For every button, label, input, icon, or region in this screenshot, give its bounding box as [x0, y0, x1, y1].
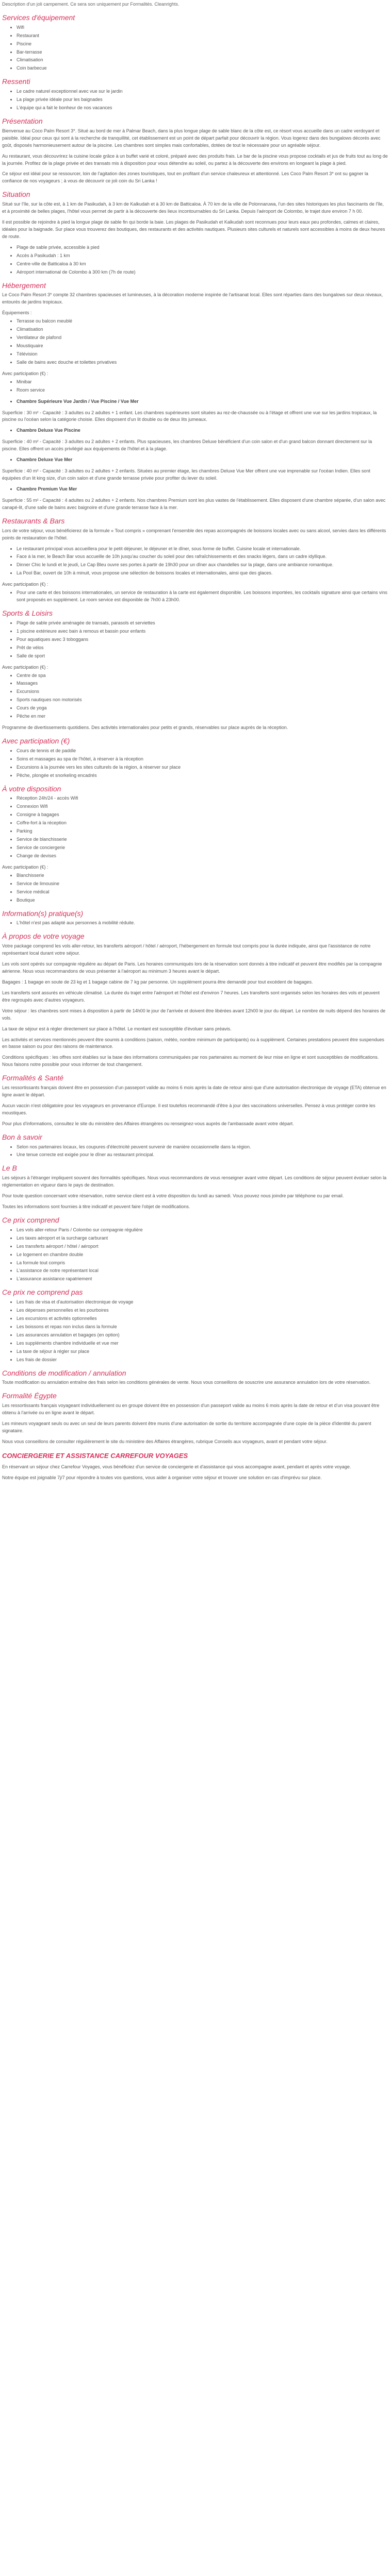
- list-item: • Aéroport international de Colombo à 300 km (7h de route): [17, 269, 389, 276]
- room-title-list: [2, 486, 389, 493]
- list-item: • Les vols aller-retour Paris / Colombo sur compagnie régulière: [17, 1227, 389, 1234]
- section-title: Avec participation (€): [2, 737, 70, 745]
- content: [2, 13, 389, 1446]
- list-item: • Les boissons et repas non inclus dans la formule: [17, 1324, 389, 1331]
- list-item: • Le restaurant principal vous accueillera pour le petit déjeuner, le déjeuner et le dîner, sous forme de buffet. Cuisine locale et internationale.: [17, 546, 389, 553]
- paragraph: Aucun vaccin n'est obligatoire pour les voyageurs en provenance d'Europe. Il est toutefois recommandé d'être à jour des vaccinations universelles. Pensez à vous protéger contre les moustiques.: [2, 1103, 376, 1115]
- footer-title: CONCIERGERIE ET ASSISTANCE CARREFOUR VOYAGES: [2, 1451, 188, 1460]
- paragraph: Les ressortissants français doivent être en possession d'un passeport valide au moins 6 mois après la date de retour ainsi que d'une autorisation électronique de voyage (ETA) obtenue en ligne avant le départ.: [2, 1085, 386, 1097]
- list-item: • Excursions: [17, 688, 389, 696]
- section-title: Conditions de modification / annulation: [2, 1368, 126, 1377]
- list-item: • Télévision: [17, 351, 389, 358]
- list-item: • Piscine: [17, 41, 389, 48]
- section-title: À propos de votre voyage: [2, 932, 85, 941]
- section-le-b: [2, 1164, 389, 1211]
- list-item: • Connexion Wifi: [17, 803, 389, 810]
- footer-body: [2, 1464, 389, 1482]
- paragraph: Les ressortissants français voyageant individuellement ou en groupe doivent être en possession d'un passeport valide au moins 6 mois après la date de retour et d'un visa pouvant être obtenu à l'arrivée ou en ligne avant le départ.: [2, 1403, 380, 1416]
- list-item: • L'hôtel n'est pas adapté aux personnes à mobilité réduite.: [17, 920, 389, 927]
- list-item: • Accès à Pasikudah : 1 km: [17, 252, 389, 260]
- paragraph: Ce séjour est idéal pour se ressourcer, loin de l'agitation des zones touristiques, tout en profitant d'un service chaleureux et attentionné. Les Coco Palm Resort 3* ont su gagner la confiance de nos voyageurs ; à vous de découvrir ce joli coin du Sri Lanka !: [2, 171, 368, 184]
- section-title: Présentation: [2, 116, 43, 125]
- paragraph: Pour toute question concernant votre réservation, notre service client est à votre disposition du lundi au samedi. Vous pouvez nous joindre par téléphone ou par email.: [2, 1193, 344, 1199]
- bullet-list: [2, 589, 389, 604]
- room-type: [2, 398, 389, 424]
- section-title: Services d'équipement: [2, 13, 75, 22]
- list-item: • Selon nos partenaires locaux, les coupures d'électricité peuvent survenir de manière occasionnelle dans la région.: [17, 1144, 389, 1151]
- section-title: Situation: [2, 190, 30, 199]
- list-item: • La plage privée idéale pour les baignades: [17, 96, 389, 104]
- section-sports-loisirs: [2, 609, 389, 732]
- list-item: • Les assurances annulation et bagages (en option): [17, 1332, 389, 1339]
- section-title: Formalité Égypte: [2, 1392, 57, 1400]
- paragraph: Programme de divertissements quotidiens. Des activités internationales pour petits et grands, réservables sur place auprès de la réception.: [2, 725, 288, 731]
- bullet-list: [2, 318, 389, 366]
- paragraph: Les séjours à l'étranger impliquent souvent des formalités spécifiques. Nous vous recommandons de vous renseigner avant votre départ. Les conditions de séjour peuvent évoluer selon la réglementation en vigueur dans le pays de destination.: [2, 1175, 387, 1188]
- bullet-list: [2, 620, 389, 660]
- section-formalite-egypte: [2, 1392, 389, 1445]
- paragraph: Toute modification ou annulation entraîne des frais selon les conditions générales de vente. Nous vous conseillons de souscrire une assurance annulation lors de votre réservation.: [2, 1380, 371, 1385]
- section-ressenti: [2, 77, 389, 112]
- bullet-list: [2, 672, 389, 721]
- paragraph: La taxe de séjour est à régler directement sur place à l'hôtel. Le montant est susceptible d'évoluer sans préavis.: [2, 1026, 232, 1031]
- bullet-list: [2, 920, 389, 927]
- paragraph: Le Coco Palm Resort 3* compte 32 chambres spacieuses et lumineuses, à la décoration moderne inspirée de l'artisanat local. Elles sont réparties dans des bungalows sur deux niveaux, entourés de jardins tropicaux.: [2, 292, 383, 305]
- list-item: • Blanchisserie: [17, 872, 389, 879]
- list-item: • 1 piscine extérieure avec bain à remous et bassin pour enfants: [17, 628, 389, 635]
- list-item: • L'assurance assistance rapatriement: [17, 1276, 389, 1283]
- paragraph: Conditions spécifiques : les offres sont établies sur la base des informations communiquées par nos partenaires au moment de leur mise en ligne et sont susceptibles de modifications. Nous faisons notre possible pour vous informer de tout changement.: [2, 1055, 379, 1067]
- list-item: • Service de blanchisserie: [17, 836, 389, 843]
- paragraph: Les mineurs voyageant seuls ou avec un seul de leurs parents doivent être munis d'une autorisation de sortie du territoire accompagnée d'une copie de la pièce d'identité du parent signataire.: [2, 1421, 371, 1433]
- list-item: • Pour aquatiques avec 3 toboggans: [17, 636, 389, 643]
- room-description: Superficie : 40 m² - Capacité : 3 adultes ou 2 adultes + 2 enfants. Plus spacieuses, les chambres Deluxe bénéficient d'un coin salon et d'un grand balcon donnant directement sur la piscine. Elles offrent un accès privilégié aux équipements de l'hôtel et à la plage.: [2, 439, 372, 452]
- section-title: Formalités & Santé: [2, 1074, 64, 1082]
- room-type: [2, 486, 389, 512]
- list-item: • Climatisation: [17, 57, 389, 64]
- list-item: • Restaurant: [17, 32, 389, 40]
- room-description: Superficie : 55 m² - Capacité : 4 adultes ou 2 adultes + 2 enfants. Nos chambres Premium sont les plus vastes de l'établissement. Elles disposent d'une chambre séparée, d'un salon avec canapé-lit, d'une salle de bains avec baignoire et d'une grande terrasse face à la mer.: [2, 497, 386, 510]
- list-item: • Room service: [17, 387, 389, 394]
- list-item: • Coffre-fort à la réception: [17, 820, 389, 827]
- room-title-list: [2, 398, 389, 405]
- list-item: • Centre-ville de Batticaloa à 30 km: [17, 261, 389, 268]
- bullet-list: [2, 872, 389, 904]
- paragraph: Situé sur l'île, sur la côte est, à 1 km de Pasikudah, à 3 km de Kalkudah et à 30 km de Batticaloa. À 70 km de la ville de Polonnaruwa, l'un des sites historiques les plus fascinants de l'île, et à proximité de belles plages, l'hôtel vous permet de partir à la découverte des lieux incontournables du Sri Lanka. Depuis l'aéroport de Colombo, le trajet dure environ 7 h 00.: [2, 201, 384, 214]
- sub-heading: Avec participation (€) :: [2, 582, 48, 587]
- list-item: • Les taxes aéroport et la surcharge carburant: [17, 1235, 389, 1242]
- list-item: • Réception 24h/24 - accès Wifi: [17, 795, 389, 802]
- list-item: • Bar-terrasse: [17, 49, 389, 56]
- section-restaurants-bars: [2, 517, 389, 604]
- list-item: • L'assistance de notre représentant local: [17, 1267, 389, 1275]
- list-item: • Prêt de vélos: [17, 645, 389, 652]
- list-item: • Moustiquaire: [17, 343, 389, 350]
- footer-paragraph: Notre équipe est joignable 7j/7 pour répondre à toutes vos questions, vous aider à organiser votre séjour et trouver une solution en cas d'imprévu sur place.: [2, 1475, 322, 1480]
- room-type: [2, 456, 389, 482]
- section-presentation: [2, 117, 389, 185]
- section-title: Ressenti: [2, 77, 30, 86]
- list-item: • Les dépenses personnelles et les pourboires: [17, 1307, 389, 1314]
- section-bon-a-savoir: [2, 1133, 389, 1159]
- paragraph: Bagages : 1 bagage en soute de 23 kg et 1 bagage cabine de 7 kg par personne. Un supplément pourra être demandé pour tout excédent de bagages.: [2, 979, 313, 985]
- list-item: • Massages: [17, 680, 389, 687]
- room-title: • Chambre Deluxe Vue Piscine: [17, 427, 389, 434]
- list-item: • Sports nautiques non motorisés: [17, 697, 389, 704]
- list-item: • Dinner Chic le lundi et le jeudi, Le Cap Bleu ouvre ses portes à partir de 19h30 pour un dîner aux chandelles sur la plage, dans une ambiance romantique.: [17, 562, 389, 569]
- room-description: Superficie : 30 m² - Capacité : 3 adultes ou 2 adultes + 1 enfant. Les chambres supérieures sont situées au rez-de-chaussée ou à l'étage et offrent une vue sur les jardins tropicaux, la piscine ou l'océan selon la catégorie choisie. Elles disposent d'un lit double ou de deux lits jumeaux.: [2, 410, 377, 422]
- list-item: • Service médical: [17, 889, 389, 896]
- section-hebergement: [2, 281, 389, 512]
- paragraph: Votre séjour : les chambres sont mises à disposition à partir de 14h00 le jour de l'arrivée et doivent être libérées avant 12h00 le jour du départ. Le nombre de nuits dépend des horaires de vols.: [2, 1008, 386, 1021]
- bullet-list: [2, 1144, 389, 1159]
- room-title-list: [2, 456, 389, 464]
- bullet-list: [2, 546, 389, 578]
- sub-heading: Équipements :: [2, 310, 32, 316]
- list-item: • Le logement en chambre double: [17, 1251, 389, 1259]
- bullet-list: [2, 1299, 389, 1364]
- section-avec-participation: [2, 737, 389, 779]
- section-title: À votre disposition: [2, 784, 61, 793]
- section-situation: [2, 190, 389, 276]
- room-title: • Chambre Premium Vue Mer: [17, 486, 389, 493]
- list-item: • Service de limousine: [17, 880, 389, 888]
- list-item: • Les transferts aéroport / hôtel / aéroport: [17, 1243, 389, 1250]
- intro-text: Description d'un joli campement. Ce sera son uniquement pur Formalités. Cleanrights.: [2, 2, 180, 7]
- list-item: • Plage de sable privée aménagée de transats, parasols et serviettes: [17, 620, 389, 627]
- room-title: • Chambre Deluxe Vue Mer: [17, 456, 389, 464]
- room-title: • Chambre Supérieure Vue Jardin / Vue Piscine / Vue Mer: [17, 398, 389, 405]
- section-title: Le B: [2, 1164, 17, 1173]
- paragraph: Toutes les informations sont fournies à titre indicatif et peuvent faire l'objet de modifications.: [2, 1204, 190, 1210]
- list-item: • Pour une carte et des boissons internationales, un service de restauration à la carte est également disponible. Les boissons importées, les cocktails signature ainsi que certains vins sont proposés en supplément. Le room service est disponible de 7h00 à 23h00.: [17, 589, 389, 604]
- list-item: • Les frais de visa et d'autorisation électronique de voyage: [17, 1299, 389, 1306]
- section-conditions-de-modification-annulation: [2, 1369, 389, 1387]
- list-item: • Salle de bains avec douche et toilettes privatives: [17, 359, 389, 366]
- list-item: • Pêche en mer: [17, 713, 389, 720]
- paragraph: Les activités et services mentionnés peuvent être soumis à conditions (saison, météo, nombre minimum de participants) ou à supplément. Certaines prestations peuvent être suspendues en basse saison ou pour des raisons de maintenance.: [2, 1037, 384, 1049]
- list-item: • Ventilateur de plafond: [17, 334, 389, 342]
- list-item: • Les frais de dossier: [17, 1357, 389, 1364]
- paragraph: Au restaurant, vous découvrirez la cuisine locale grâce à un buffet varié et coloré, préparé avec des produits frais. Le bar de la piscine vous propose cocktails et jus de fruits tout au long de la journée. Profitez de la plage privée et des transats mis à disposition pour vous détendre au soleil, ou partez à la découverte des environs en longeant la plage à pied.: [2, 153, 388, 166]
- list-item: • Consigne à bagages: [17, 811, 389, 819]
- list-item: • Minibar: [17, 379, 389, 386]
- paragraph: Nous vous conseillons de consulter régulièrement le site du ministère des Affaires étrangères, rubrique Conseils aux voyageurs, avant et pendant votre séjour.: [2, 1438, 328, 1444]
- list-item: • Boutique: [17, 897, 389, 904]
- paragraph: Lors de votre séjour, vous bénéficierez de la formule « Tout compris » comprenant l'ensemble des repas accompagnés de boissons locales avec ou sans alcool, servies dans les différents points de restauration de l'hôtel.: [2, 528, 386, 540]
- list-item: • La taxe de séjour à régler sur place: [17, 1348, 389, 1355]
- section-title: Bon à savoir: [2, 1132, 42, 1141]
- paragraph: Les transferts sont assurés en véhicule climatisé. La durée du trajet entre l'aéroport et l'hôtel est d'environ 7 heures. Les transferts sont organisés selon les horaires des vols et peuvent être regroupés avec d'autres voyageurs.: [2, 990, 380, 1003]
- list-item: • Cours de yoga: [17, 705, 389, 712]
- section-information-s-pratique-s: [2, 909, 389, 927]
- list-item: • Plage de sable privée, accessible à pied: [17, 244, 389, 251]
- list-item: • Soins et massages au spa de l'hôtel, à réserver à la réception: [17, 756, 389, 763]
- sub-heading: Avec participation (€) :: [2, 664, 48, 670]
- bullet-list: [2, 795, 389, 860]
- section-title: Restaurants & Bars: [2, 516, 65, 525]
- list-item: • L'équipe qui a fait le bonheur de nos vacances: [17, 105, 389, 112]
- list-item: • La formule tout compris: [17, 1260, 389, 1267]
- list-item: • Excursions à la journée vers les sites culturels de la région, à réserver sur place: [17, 764, 389, 771]
- list-item: • Terrasse ou balcon meublé: [17, 318, 389, 325]
- bullet-list: [2, 379, 389, 394]
- paragraph: Les vols sont opérés sur compagnie régulière au départ de Paris. Les horaires communiqués lors de la réservation sont donnés à titre indicatif et peuvent être modifiés par la compagnie aérienne. Nous vous recommandons de vous présenter à l'aéroport au minimum 3 heures avant le départ.: [2, 961, 382, 974]
- paragraph: Pour plus d'informations, consultez le site du ministère des Affaires étrangères ou renseignez-vous auprès de l'ambassade avant votre départ.: [2, 1121, 294, 1126]
- paragraph: Votre package comprend les vols aller-retour, les transferts aéroport / hôtel / aéroport, l'hébergement en formule tout compris pour la durée indiquée, ainsi que l'assistance de notre représentant local durant votre séjour.: [2, 943, 371, 956]
- section-a-propos-de-votre-voyage: [2, 932, 389, 1069]
- list-item: • Wifi: [17, 24, 389, 31]
- list-item: • Coin barbecue: [17, 65, 389, 72]
- list-item: • Le cadre naturel exceptionnel avec vue sur le jardin: [17, 88, 389, 95]
- paragraph: Bienvenue au Coco Palm Resort 3*. Situé au bord de mer à Palmar Beach, dans la plus longue plage de sable blanc de la côte est, ce résort vous accueille dans un cadre verdoyant et paisible. Idéal pour ceux qui sont à la recherche de tranquillité, cet établissement est un point de départ parfait pour découvrir la région. Vous logerez dans des bungalows décorés avec goût, disposés harmonieusement autour de la piscine. Les chambres sont simples mais confortables, dotées de tout le nécessaire pour un agréable séjour.: [2, 128, 381, 148]
- bullet-list: [2, 1227, 389, 1283]
- list-item: • La Pool Bar, ouvert de 10h à minuit, vous propose une sélection de boissons locales et internationales, ainsi que des glaces.: [17, 570, 389, 577]
- section-services-d-equipement: [2, 13, 389, 72]
- section-title: Ce prix comprend: [2, 1215, 59, 1224]
- bullet-list: [2, 88, 389, 112]
- list-item: • Change de devises: [17, 853, 389, 860]
- section-title: Sports & Loisirs: [2, 609, 53, 618]
- sub-heading: Avec participation (€) :: [2, 864, 48, 870]
- section-ce-prix-comprend: [2, 1216, 389, 1283]
- bullet-list: [2, 244, 389, 276]
- list-item: • Les excursions et activités optionnelles: [17, 1315, 389, 1323]
- room-title-list: [2, 427, 389, 434]
- list-item: • Les suppléments chambre individuelle et vue mer: [17, 1340, 389, 1347]
- section-a-votre-disposition: [2, 785, 389, 904]
- paragraph: Il est possible de rejoindre à pied la longue plage de sable fin qui borde la baie. Les plages de Pasikudah et Kalkudah sont reconnues pour leurs eaux peu profondes, calmes et claires, idéales pour la baignade. Sur place vous trouverez des boutiques, des restaurants et des activités nautiques. Plusieurs sites culturels et naturels sont accessibles à moins de deux heures de route.: [2, 219, 385, 239]
- list-item: • Service de conciergerie: [17, 844, 389, 852]
- section-title: Ce prix ne comprend pas: [2, 1288, 83, 1297]
- list-item: • Pêche, plongée et snorkeling encadrés: [17, 772, 389, 779]
- list-item: • Une tenue correcte est exigée pour le dîner au restaurant principal.: [17, 1151, 389, 1159]
- room-description: Superficie : 40 m² - Capacité : 3 adultes ou 2 adultes + 2 enfants. Situées au premier étage, les chambres Deluxe Vue Mer offrent une vue imprenable sur l'océan Indien. Elles sont équipées d'un lit king size, d'un coin salon et d'une grande terrasse privée pour profiter du lever du soleil.: [2, 468, 370, 481]
- list-item: • Salle de sport: [17, 653, 389, 660]
- list-item: • Parking: [17, 828, 389, 835]
- bullet-list: [2, 24, 389, 73]
- list-item: • Centre de spa: [17, 672, 389, 680]
- section-title: Information(s) pratique(s): [2, 909, 84, 918]
- bullet-list: [2, 748, 389, 779]
- list-item: • Cours de tennis et de paddle: [17, 748, 389, 755]
- room-type: [2, 427, 389, 453]
- list-item: • Climatisation: [17, 326, 389, 333]
- section-ce-prix-ne-comprend-pas: [2, 1288, 389, 1363]
- sub-heading: Avec participation (€) :: [2, 370, 48, 376]
- section-formalites-sante: [2, 1074, 389, 1127]
- section-title: Hébergement: [2, 281, 46, 290]
- footer-paragraph: En réservant un séjour chez Carrefour Voyages, vous bénéficiez d'un service de conciergerie et d'assistance qui vous accompagne avant, pendant et après votre voyage.: [2, 1464, 351, 1469]
- list-item: • Face à la mer, le Beach Bar vous accueille de 10h jusqu'au coucher du soleil pour des rafraîchissements et des snacks légers, dans un cadre idyllique.: [17, 553, 389, 561]
